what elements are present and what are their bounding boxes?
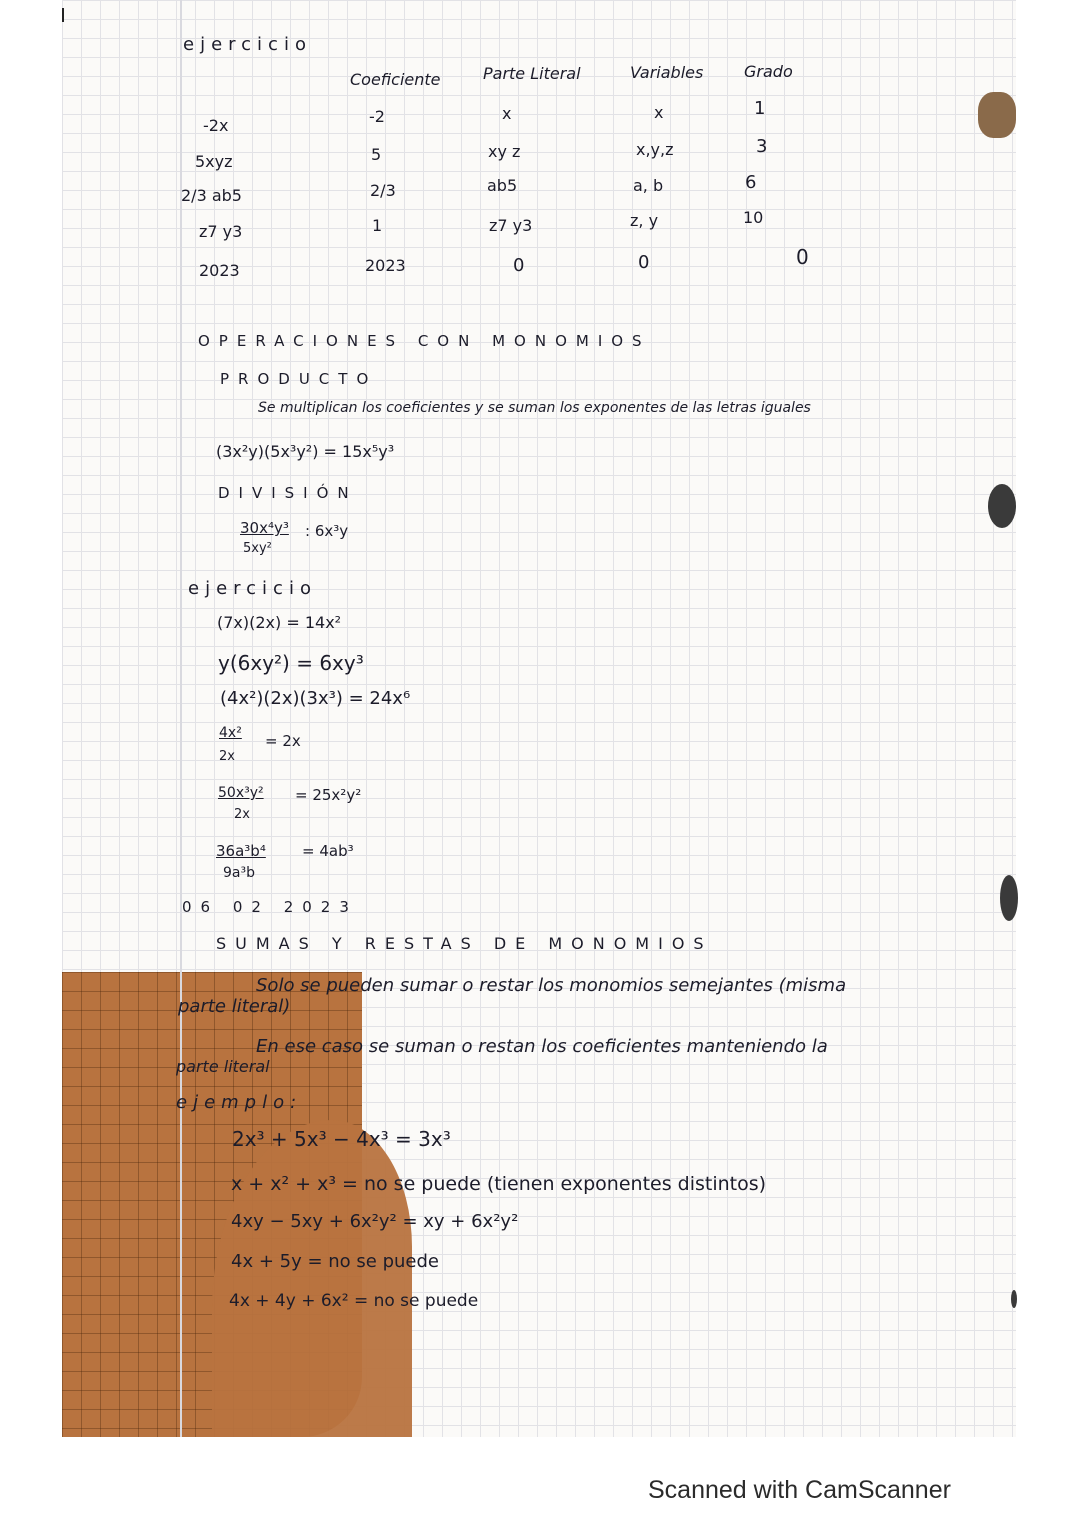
fraction-numerator: 36a³b⁴ (216, 842, 266, 860)
row-literal: 0 (513, 255, 525, 276)
exercise-item: y(6xy²) = 6xy³ (218, 651, 364, 675)
row-vars: x,y,z (636, 140, 674, 159)
fraction-numerator: 50x³y² (218, 785, 264, 801)
sums-rule-2-line-2: parte literal (176, 1057, 270, 1076)
operations-title: OPERACIONES CON MONOMIOS (198, 332, 651, 350)
product-example: (3x²y)(5x³y²) = 15x⁵y³ (216, 442, 395, 461)
row-literal: x (502, 104, 512, 123)
row-vars: z, y (630, 211, 659, 230)
fraction-numerator: 4x² (219, 725, 242, 741)
product-rule: Se multiplican los coeficientes y se suman los exponentes de las letras iguales (258, 400, 811, 416)
binder-ring-top (978, 92, 1016, 138)
division-result: : 6x³y (305, 522, 349, 540)
division-denominator: 5xy² (243, 541, 272, 556)
row-vars: 0 (638, 252, 650, 273)
example-item: 4xy − 5xy + 6x²y² = xy + 6x²y² (231, 1211, 519, 1232)
scanner-watermark: Scanned with CamScanner (648, 1476, 951, 1504)
division-title: DIVISIÓN (218, 484, 358, 502)
date: 06 02 2023 (182, 898, 358, 916)
row-term: z7 y3 (199, 222, 243, 241)
row-coef: 2023 (365, 256, 406, 275)
sums-rule-2-line-1: En ese caso se suman o restan los coeficientes manteniendo la (256, 1036, 828, 1057)
col-header-grado: Grado (744, 62, 793, 81)
row-grade: 6 (745, 172, 757, 193)
row-coef: 1 (372, 216, 383, 235)
example-item: 4x + 5y = no se puede (231, 1251, 439, 1272)
row-literal: xy z (488, 142, 521, 161)
row-grade: 1 (754, 98, 766, 119)
row-grade: 10 (743, 208, 764, 227)
example-item: 2x³ + 5x³ − 4x³ = 3x³ (232, 1127, 451, 1151)
row-term: 2023 (199, 261, 240, 280)
row-literal: ab5 (487, 176, 518, 195)
row-grade: 3 (756, 136, 768, 157)
sums-rule-1-line-2: parte literal) (178, 996, 291, 1017)
row-term: -2x (203, 116, 229, 135)
corner-mark (62, 8, 64, 22)
example-title: ejemplo: (176, 1092, 303, 1113)
col-header-parte-literal: Parte Literal (483, 64, 581, 83)
sums-rule-1-line-1: Solo se pueden sumar o restar los monomios semejantes (misma (256, 975, 847, 996)
row-coef: 5 (371, 145, 382, 164)
division-numerator: 30x⁴y³ (240, 519, 289, 537)
fraction-result: = 2x (265, 732, 301, 750)
binder-ring-bottom (1011, 1290, 1017, 1308)
example-item: 4x + 4y + 6x² = no se puede (229, 1291, 479, 1311)
col-header-variables: Variables (630, 63, 704, 82)
row-term: 2/3 ab5 (181, 186, 242, 205)
exercise-heading-1: ejercicio (183, 34, 312, 55)
notebook-page (62, 0, 1016, 1437)
exercise-item: (4x²)(2x)(3x³) = 24x⁶ (220, 688, 411, 709)
row-coef: -2 (369, 107, 385, 126)
binder-ring-lower (1000, 875, 1018, 921)
product-title: PRODUCTO (220, 370, 378, 388)
row-literal: z7 y3 (489, 216, 533, 235)
row-vars: x (654, 103, 664, 122)
margin-line (180, 0, 182, 1437)
fraction-result: = 25x²y² (295, 786, 362, 804)
exercise-item: (7x)(2x) = 14x² (217, 613, 342, 632)
row-vars: a, b (633, 176, 664, 195)
fraction-denominator: 2x (219, 749, 235, 764)
row-grade: 0 (796, 245, 809, 269)
sums-title: SUMAS Y RESTAS DE MONOMIOS (216, 934, 713, 953)
fraction-result: = 4ab³ (302, 842, 354, 860)
col-header-coeficiente: Coeficiente (350, 70, 441, 89)
binder-ring-middle (988, 484, 1016, 528)
fraction-denominator: 9a³b (223, 865, 255, 881)
example-item: x + x² + x³ = no se puede (tienen exponentes distintos) (231, 1173, 767, 1195)
exercise-heading-2: ejercicio (188, 578, 317, 599)
row-coef: 2/3 (370, 181, 396, 200)
row-term: 5xyz (195, 152, 233, 171)
fraction-denominator: 2x (234, 807, 250, 822)
